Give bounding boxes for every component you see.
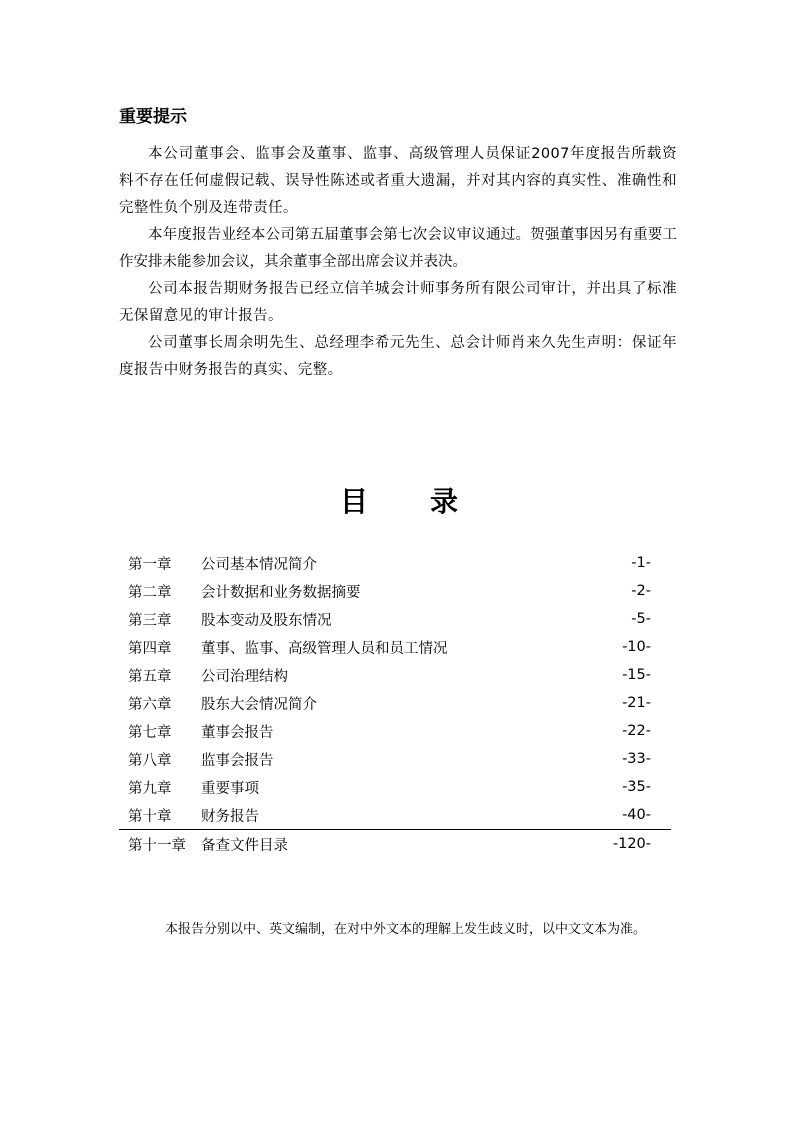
toc-page: -22- — [622, 723, 651, 739]
toc-page: -21- — [622, 695, 651, 711]
notice-paragraph-2: 本年度报告业经本公司第五届董事会第七次会议审议通过。贺强董事因另有重要工作安排未能参加会议，其余董事全部出席会议并表决。 — [119, 227, 677, 270]
toc-entry-title: 股本变动及股东情况 — [201, 612, 332, 629]
toc-row[interactable] — [119, 689, 671, 717]
toc-entry-title: 监事会报告 — [201, 752, 274, 769]
toc-page: -120- — [612, 836, 651, 852]
toc-chapter: 第三章 — [128, 612, 172, 629]
toc-chapter: 第四章 — [128, 640, 172, 657]
notice-paragraph-4: 公司董事长周余明先生、总经理李希元先生、总会计师肖来久先生声明：保证年度报告中财务报告的真实、完整。 — [119, 335, 677, 378]
toc-chapter: 第六章 — [128, 696, 172, 713]
toc-entry-title: 董事会报告 — [201, 724, 274, 741]
toc-entry-title: 会计数据和业务数据摘要 — [201, 584, 361, 601]
toc-page: -33- — [622, 751, 651, 767]
toc-chapter: 第十一章 — [128, 837, 186, 854]
toc-page: -5- — [631, 611, 651, 627]
toc-page: -1- — [631, 555, 651, 571]
notice-paragraph-3: 公司本报告期财务报告已经立信羊城会计师事务所有限公司审计，并出具了标准无保留意见的审计报告。 — [119, 281, 677, 324]
toc-chapter: 第七章 — [128, 724, 172, 741]
toc-chapter: 第九章 — [128, 780, 172, 797]
toc-row[interactable] — [119, 633, 671, 661]
toc-row[interactable] — [119, 773, 671, 801]
toc-row[interactable] — [119, 801, 671, 830]
toc-row[interactable] — [119, 549, 671, 577]
notice-body — [119, 141, 677, 384]
toc-title: 目录 — [340, 485, 521, 518]
notice-paragraph-1: 本公司董事会、监事会及董事、监事、高级管理人员保证2007年度报告所载资料不存在任何虚假记载、误导性陈述或者重大遗漏，并对其内容的真实性、准确性和完整性负个别及连带责任。 — [119, 146, 677, 216]
toc-page: -35- — [622, 779, 651, 795]
toc-entry-title: 公司基本情况简介 — [201, 556, 317, 573]
toc-chapter: 第二章 — [128, 584, 172, 601]
toc-entry-title: 董事、监事、高级管理人员和员工情况 — [201, 640, 448, 657]
language-note: 本报告分别以中、英文编制，在对中外文本的理解上发生歧义时，以中文文本为准。 — [164, 922, 646, 937]
toc-row[interactable] — [119, 717, 671, 745]
toc-page: -40- — [581, 801, 671, 830]
toc-page: -10- — [622, 639, 651, 655]
toc-row[interactable] — [119, 577, 671, 605]
toc-chapter: 第一章 — [128, 556, 172, 573]
toc-chapter: 第八章 — [128, 752, 172, 769]
toc-page: -2- — [631, 583, 651, 599]
toc-row[interactable] — [119, 605, 671, 633]
toc-row[interactable] — [119, 745, 671, 773]
toc-entry-title: 重要事项 — [201, 780, 259, 797]
toc-entry-title: 财务报告 — [201, 801, 581, 830]
notice-title: 重要提示 — [119, 107, 187, 127]
toc-chapter: 第十章 — [119, 801, 201, 830]
toc-entry-title: 公司治理结构 — [201, 668, 288, 685]
toc-row[interactable] — [119, 830, 671, 859]
toc-row[interactable] — [119, 661, 671, 689]
toc-entry-title: 备查文件目录 — [201, 837, 288, 854]
toc-entry-title: 股东大会情况简介 — [201, 696, 317, 713]
toc-chapter: 第五章 — [128, 668, 172, 685]
toc-table — [119, 549, 671, 858]
toc-page: -15- — [622, 667, 651, 683]
